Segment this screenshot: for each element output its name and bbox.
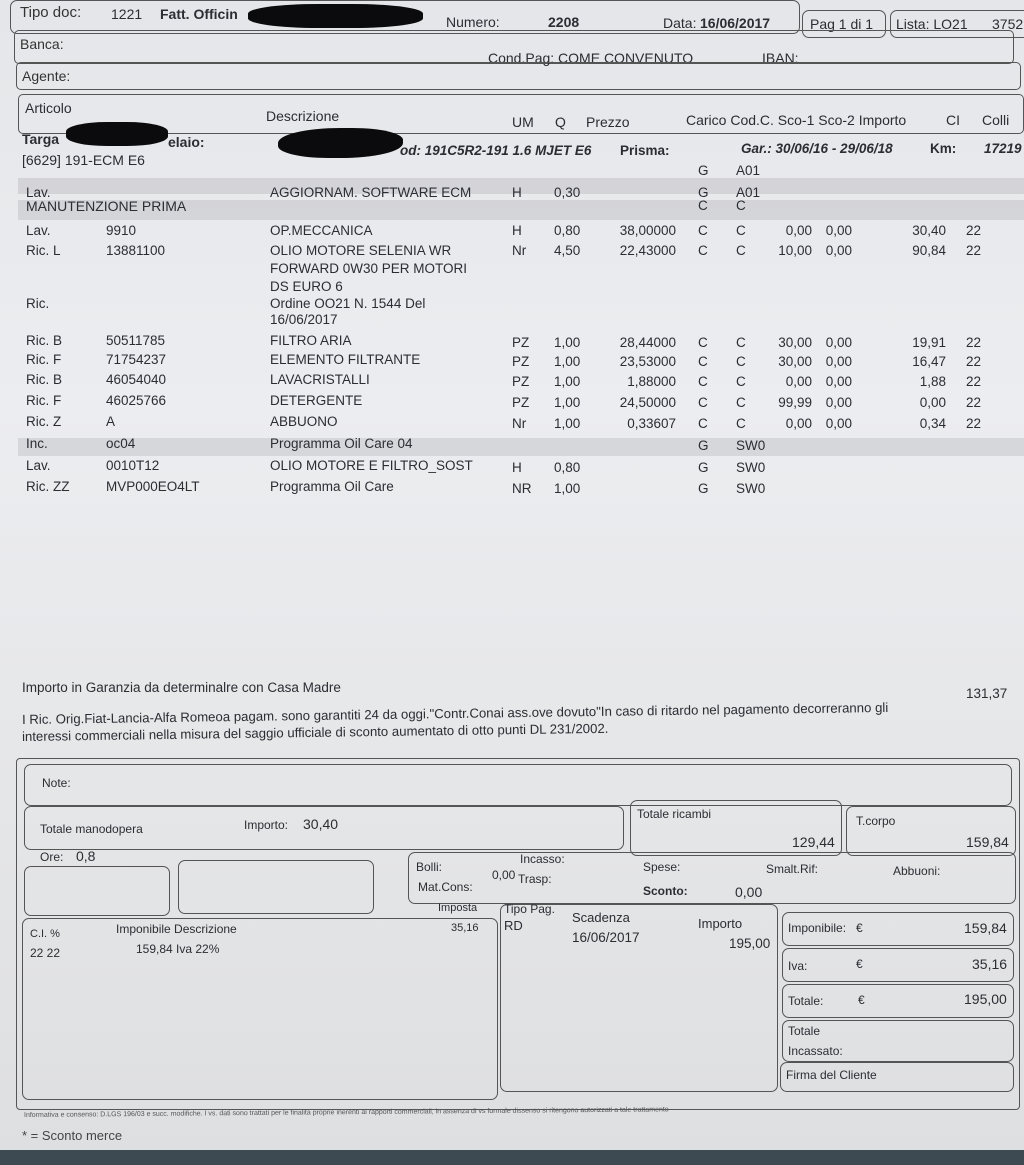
sconto-value: 0,00 [735,884,763,900]
item-carico: C [698,198,708,213]
imponibile-label: Imponibile: [788,921,847,935]
item-qty: 1,00 [554,374,581,389]
item-type: Ric. F [26,352,62,367]
note-box [24,764,1012,806]
abbuoni-label: Abbuoni: [893,864,941,878]
tipo-doc-label: Tipo doc: [20,4,82,21]
sconto-label: Sconto: [643,884,688,898]
item-description: ABBUONO [270,414,338,429]
item-type: Lav. [26,458,51,473]
garanzia-note: Importo in Garanzia da determinalre con Casa Madre [22,680,341,695]
item-price: 1,88000 [627,374,676,389]
item-sco1: 30,00 [778,354,812,369]
incassato-label: Incassato: [788,1044,843,1058]
euro-sign: € [856,921,863,935]
item-type: Ric. F [26,393,62,408]
lista-extra: 3752 [992,16,1024,32]
iva-details-box [22,918,498,1100]
banca-label: Banca: [20,36,64,52]
totale-label: Totale: [788,994,824,1008]
item-sco2: 0,00 [825,243,852,258]
item-type: MANUTENZIONE PRIMA [26,198,187,214]
item-codc: A01 [736,185,761,200]
item-description: FILTRO ARIA [270,333,352,348]
item-type: Ric. L [26,243,61,258]
item-price: 24,50000 [619,395,676,410]
item-um: PZ [512,395,530,410]
item-carico: C [698,223,708,238]
item-qty: 0,80 [554,460,581,475]
item-ci: 22 [966,395,982,410]
importo-label: Importo: [244,818,289,832]
telaio-label: elaio: [168,134,205,150]
imponibile-row: 159,84 Iva 22% [136,942,220,956]
ci-row: 22 22 [30,946,61,960]
col-descrizione: Descrizione [266,108,340,124]
ore-value: 0,8 [76,848,96,864]
tot-ricambi-label: Totale ricambi [637,807,712,821]
item-sco1: 99,99 [778,395,812,410]
item-ci: 22 [966,335,982,350]
item-codc: SW0 [736,460,766,475]
imponibile-desc-label: Imponibile Descrizione [116,922,237,936]
item-importo: 30,40 [912,223,946,238]
euro-sign: € [858,993,865,1007]
spese-label: Spese: [643,860,681,874]
item-qty: 0,80 [554,223,581,238]
item-codc: SW0 [736,481,766,496]
item-codc: C [736,416,746,431]
item-sco2: 0,00 [825,354,852,369]
iva-label: Iva: [788,959,808,973]
item-description: OLIO MOTORE SELENIA WR [270,243,452,258]
redaction-telaio [278,128,403,158]
item-qty: 1,00 [554,335,581,350]
item-sco1: 0,00 [785,223,812,238]
item-codc: A01 [736,163,761,178]
item-ci: 22 [966,374,982,389]
item-type: Lav. [26,185,51,200]
item-um: PZ [512,354,530,369]
vehicle-model: [6629] 191-ECM E6 [22,152,145,168]
prisma-label: Prisma: [620,143,670,158]
numero-value: 2208 [548,14,580,30]
item-price: 23,53000 [619,354,676,369]
item-codc: C [736,374,746,389]
lista-value: Lista: LO21 [896,16,968,32]
tipo-doc-code: 1221 [111,6,143,22]
item-ci: 22 [966,354,982,369]
imposta-label: Imposta [438,902,478,914]
garanzia-dates: Gar.: 30/06/16 - 29/06/18 [741,141,893,156]
item-sco1: 30,00 [778,335,812,350]
item-code: 46054040 [106,372,167,387]
item-sco1: 0,00 [785,374,812,389]
item-um: PZ [512,374,530,389]
item-code: 9910 [106,223,137,238]
item-sco2: 0,00 [825,335,852,350]
item-um: NR [512,481,532,496]
item-carico: C [698,335,708,350]
imponibile-value: 159,84 [964,920,1007,936]
item-code: A [106,414,116,429]
item-carico: C [698,374,708,389]
legal-line-2: interessi commerciali nella misura del saggio ufficiale di sconto aumentato di otto punti DL 231/2002. [21,720,609,744]
item-description: Programma Oil Care 04 [270,436,413,451]
item-ci: 22 [966,243,982,258]
item-description: FORWARD 0W30 PER MOTORI [270,261,468,276]
tot-mano-label: Totale manodopera [40,822,143,836]
item-description: LAVACRISTALLI [270,372,370,387]
item-um: Nr [512,243,527,258]
item-price: 38,00000 [619,223,676,238]
numero-label: Numero: [446,14,500,30]
item-codc: C [736,395,746,410]
col-prezzo: Prezzo [586,114,630,130]
item-qty: 1,00 [554,395,581,410]
item-codc: C [736,354,746,369]
item-description: OLIO MOTORE E FILTRO_SOST [270,458,473,473]
importo2-value: 195,00 [729,936,771,951]
col-ci: CI [946,112,960,128]
item-importo: 16,47 [912,354,946,369]
item-carico: C [698,395,708,410]
redaction-name [248,4,423,28]
totale-incassato-label: Totale [788,1024,821,1038]
item-codc: C [736,335,746,350]
targa-label: Targa [22,131,60,147]
matcons-label: Mat.Cons: [418,880,473,894]
item-um: H [512,223,522,238]
item-price: 22,43000 [619,243,676,258]
firma-label: Firma del Cliente [786,1068,877,1082]
item-carico: C [698,354,708,369]
item-type: Ric. ZZ [26,479,70,494]
item-type: Ric. B [26,372,63,387]
trasp-value: 0,00 [492,868,516,882]
item-carico: G [698,185,709,200]
item-price: 28,44000 [619,335,676,350]
row-shade [18,438,1024,456]
totale-value: 195,00 [964,991,1007,1007]
garanzia-amount: 131,37 [966,686,1008,701]
tipo-pag-value: RD [504,918,523,933]
ci-label: C.I. % [30,928,60,940]
tcorpo-value: 159,84 [966,834,1009,850]
item-code: 13881100 [106,243,166,258]
item-type: Inc. [26,436,48,451]
item-sco1: 0,00 [785,416,812,431]
item-qty: 1,00 [554,481,581,496]
item-carico: G [698,481,709,496]
item-description: ELEMENTO FILTRANTE [270,352,421,367]
item-qty: 1,00 [554,354,581,369]
item-code: MVP000EO4LT [106,479,200,494]
bolli-label: Bolli: [416,860,443,874]
item-code: oc04 [106,436,136,451]
legal-line-1: I Ric. Orig.Fiat-Lancia-Alfa Romeoa pagam. sono garantiti 24 da oggi."Contr.Conai ass.ove dovuto"In caso di ritardo nel pagamento decorreranno gli [21,699,889,727]
item-description: DS EURO 6 [270,279,343,294]
trasp-label: Trasp: [518,872,552,886]
col-um: UM [512,114,534,130]
item-description: OP.MECCANICA [270,223,373,238]
tipo-pag-label: Tipo Pag. [504,902,555,916]
item-code: 71754237 [106,352,167,367]
item-ci: 22 [966,223,982,238]
item-qty: 1,00 [554,416,581,431]
agente-label: Agente: [22,68,71,84]
item-qty: 4,50 [554,243,581,258]
imposta-value: 35,16 [451,922,479,934]
col-colli: Colli [982,112,1010,128]
tcorpo-label: T.corpo [856,814,896,828]
scadenza-label: Scadenza [572,910,630,925]
item-sco2: 0,00 [825,416,852,431]
item-description: 16/06/2017 [270,312,338,327]
km-value: 17219 [984,141,1022,156]
item-carico: G [698,460,709,475]
item-codc: C [736,243,746,258]
data-label: Data: [663,15,697,31]
item-importo: 1,88 [919,374,946,389]
item-code: 46025766 [106,393,167,408]
scadenza-value: 16/06/2017 [572,930,640,945]
iban-label: IBAN: [762,50,799,66]
km-label: Km: [930,141,957,156]
item-description: Programma Oil Care [270,479,394,494]
item-carico: G [698,163,709,178]
item-type: Ric. B [26,333,63,348]
item-carico: C [698,416,708,431]
item-importo: 0,00 [919,395,946,410]
pag-value: Pag 1 di 1 [810,16,874,32]
col-carico: Carico Cod.C. Sco-1 Sco-2 Importo [686,112,907,128]
item-price: 0,33607 [627,416,676,431]
col-q: Q [555,114,566,130]
item-type: Ric. [26,296,50,311]
agente-box [16,62,1021,90]
item-um: H [512,460,522,475]
importo-value: 30,40 [303,816,339,832]
item-carico: G [698,438,709,453]
smalt-label: Smalt.Rif: [766,862,819,876]
vehicle-mod: od: 191C5R2-191 1.6 MJET E6 [400,143,592,158]
tipo-doc-name: Fatt. Officin [160,6,238,22]
item-description: AGGIORNAM. SOFTWARE ECM [270,185,472,200]
item-importo: 0,34 [919,416,946,431]
item-um: H [512,185,522,200]
item-type: Lav. [26,223,51,238]
item-ci: 22 [966,416,982,431]
redaction-targa [66,122,168,146]
item-codc: SW0 [736,438,766,453]
data-value: 16/06/2017 [700,15,771,31]
privacy-fine-print: Informativa e consenso: D.LGS 196/03 e succ. modifiche. I vs. dati sono trattati per le finalità proprie inerenti ai rapporti commerciali, in assenza di vs formale dissenso si ritengono autorizzati a tale trattamento [23,1106,669,1119]
empty-box-1 [24,866,170,916]
item-description: DETERGENTE [270,393,363,408]
item-qty: 0,30 [554,185,581,200]
sconto-merce-note: * = Sconto merce [22,1128,123,1143]
empty-box-2 [178,860,374,914]
item-codc: C [736,198,746,213]
item-codc: C [736,223,746,238]
iva-value: 35,16 [972,956,1008,972]
tot-ricambi-value: 129,44 [792,834,835,850]
euro-sign: € [856,957,863,971]
incasso-label: Incasso: [520,852,565,866]
item-sco2: 0,00 [825,223,852,238]
item-um: PZ [512,335,530,350]
item-code: 50511785 [106,333,166,348]
importo2-label: Importo [698,916,743,931]
col-articolo: Articolo [25,100,72,116]
item-carico: C [698,243,708,258]
item-importo: 19,91 [912,335,946,350]
item-importo: 90,84 [912,243,946,258]
note-label: Note: [42,776,71,790]
item-um: Nr [512,416,527,431]
item-sco2: 0,00 [825,374,852,389]
ore-label: Ore: [40,850,64,864]
item-code: 0010T12 [106,458,160,473]
item-sco2: 0,00 [825,395,852,410]
item-sco1: 10,00 [778,243,812,258]
cond-pag: Cond.Pag: COME CONVENUTO [488,50,694,66]
item-type: Ric. Z [26,414,62,429]
item-description: Ordine OO21 N. 1544 Del [270,296,426,311]
